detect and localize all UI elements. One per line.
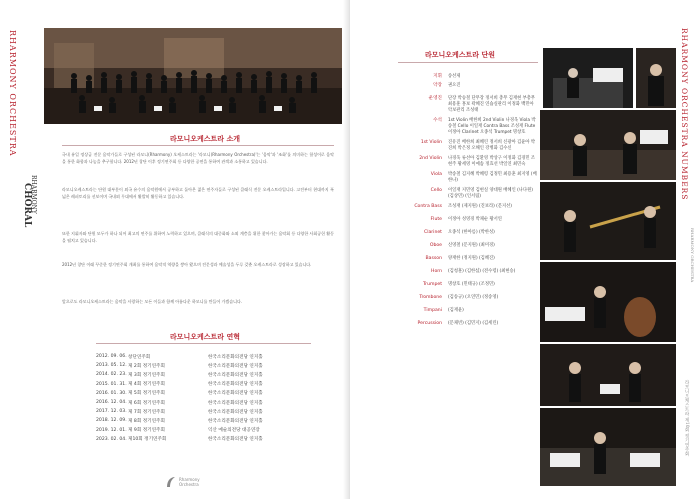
history-event: 제 8회 정기연주회: [128, 418, 165, 424]
intro-heading: 라모니오케스트라 소개: [169, 135, 241, 143]
history-venue: 한국소리문화의전당 연지홀: [208, 437, 263, 443]
history-row: [96, 407, 311, 416]
member-section: Flute: [430, 217, 442, 222]
history-row: [96, 380, 311, 389]
history-date: 2014. 02. 23.: [96, 372, 127, 378]
member-row: [398, 188, 538, 200]
history-event: 제 2회 정기연주회: [128, 363, 165, 369]
history-date: 2013. 05. 12.: [96, 363, 127, 369]
member-section: Cello: [430, 188, 442, 193]
history-date: 2017. 12. 03.: [96, 409, 127, 415]
member-section: Timpani: [423, 308, 442, 313]
brand-logo-2: [22, 183, 32, 227]
history-event: 제 4회 정기연주회: [128, 382, 165, 388]
member-names: 신영철 (문지원) (최미경): [448, 243, 495, 248]
member-section: Viola: [430, 172, 442, 177]
member-section: Contra Bass: [414, 204, 442, 209]
member-row: [398, 295, 538, 304]
member-section: 수석: [433, 118, 442, 123]
intro-paragraph-3: 또한 지휘자와 단원 모두가 하나 되어 최고의 연주를 위하여 노력하고 있으며, 클래식의 대중화와 소외 계층을 위한 찾아가는 음악회 등 다양한 사회공헌 활동을 펼치고 있습니다.: [62, 231, 334, 243]
history-event: 제 5회 정기연주회: [128, 391, 165, 397]
brand-line1: RHARMONY: [30, 175, 37, 214]
performance-photo-6-graphic: [540, 344, 676, 406]
intro-paragraph-4: 2012년 창단 이래 꾸준한 정기연주회 개최를 통하여 음악적 역량을 쌓아 왔으며 전문성과 예술성을 두루 갖춘 오케스트라로 성장하고 있습니다.: [62, 262, 312, 267]
member-names: 오종석 (한아름) (박한성): [448, 230, 495, 235]
history-event: 제 7회 정기연주회: [128, 409, 165, 415]
history-date: 2015. 01. 31.: [96, 381, 127, 387]
member-section: Basson: [425, 256, 442, 261]
member-row: [398, 172, 538, 184]
member-section: 지휘: [433, 74, 442, 79]
member-section: 운영진: [428, 96, 442, 101]
orchestra-photo-graphic: [44, 28, 342, 124]
intro-paragraph-2: 라모니오케스트라는 단원 대부분이 외국 유수의 음악원에서 공부하고 돌아온 젊은 연주자들로 구성된 클래식 전문 오케스트라입니다. 고전부터 현대까지 폭넓은 레퍼토리를 선보이며 국내외 무대에서 활발히 활동하고 있습니다.: [62, 187, 334, 199]
orchestra-group-photo: [44, 28, 342, 124]
members-heading-rule: [398, 62, 538, 63]
history-venue: 한국소리문화의전당 연지홀: [208, 409, 263, 415]
member-section: Trumpet: [423, 282, 442, 287]
performance-photo-7: [540, 408, 676, 486]
member-section: Percussion: [417, 321, 442, 326]
performance-photo-1: [543, 48, 633, 108]
member-names: (문채빈) (김민지) (김세린): [448, 321, 499, 326]
history-row: [96, 426, 311, 435]
performance-photo-4: [540, 182, 676, 260]
member-row: [398, 321, 538, 330]
right-spine-title: RHARMONY ORCHESTRA NUMBERS: [680, 28, 689, 201]
history-row: [96, 370, 311, 379]
member-names: 조성재 (제지원) (진보라) (문지선): [448, 204, 512, 209]
history-event: 제10회 정기연주회: [128, 437, 167, 443]
history-row: [96, 416, 311, 425]
history-row: [96, 352, 311, 361]
member-names: 양재한 (정지원) (김혜진): [448, 256, 495, 261]
member-names: 단장 박승철 단무장 정서희 총무 김재현 부총무 최용훈 홍보 곽혜진 연습실관리 이정화 백민아 악보관리 조성태: [448, 96, 536, 113]
member-row: [398, 204, 538, 213]
member-section: Horn: [431, 269, 442, 274]
member-section: 악장: [433, 83, 442, 88]
intro-paragraph-5: 앞으로도 라모니오케스트라는 음악을 사랑하는 모든 이들과 함께 아름다운 하모니를 만들어 가겠습니다.: [62, 299, 243, 304]
history-venue: 한국소리문화의전당 연지홀: [208, 391, 263, 397]
footer-logo: [165, 475, 235, 489]
performance-photo-6: [540, 344, 676, 406]
members-heading: 라모니오케스트라 단원: [424, 51, 496, 59]
member-section: 1st Violin: [420, 140, 442, 145]
member-row: [398, 256, 538, 265]
rharmony-logo-icon: [165, 476, 177, 488]
history-row: [96, 389, 311, 398]
history-event: 제 9회 정기연주회: [128, 428, 165, 434]
member-section: Trombone: [419, 295, 442, 300]
member-section: Clarinet: [423, 230, 442, 235]
history-event: 제 3회 정기연주회: [128, 372, 165, 378]
member-row: [398, 230, 538, 239]
history-venue: 한국소리문화의전당 연지홀: [208, 418, 263, 424]
history-row: [96, 361, 311, 370]
performance-photo-5: [540, 262, 676, 342]
member-row: [398, 243, 538, 252]
performance-photo-7-graphic: [540, 408, 676, 486]
history-heading: 라모니오케스트라 연혁: [169, 333, 241, 341]
member-row: [398, 96, 538, 114]
member-names: 1st Violin 배한희 2nd Violin 나경욱 Viola 박송철 Cello 이일재 Contra Bass 조성재 Flute 이정아 Clarinet 오종석 Trumpet 명창호: [448, 118, 536, 135]
history-venue: 한국소리문화의전당 연지홀: [208, 382, 263, 388]
member-names: 이정아 성영경 박채순 황서연: [448, 217, 502, 222]
history-list: [96, 352, 311, 444]
history-event: 창단연주회: [128, 354, 151, 360]
history-venue: 한국소리문화의전당 연지홀: [208, 354, 263, 360]
history-date: 2023. 02. 04.: [96, 436, 127, 442]
performance-photo-4-graphic: [540, 182, 676, 260]
member-row: [398, 156, 538, 168]
history-row: [96, 435, 311, 444]
performance-photo-2-graphic: [636, 48, 676, 108]
member-names: 이일재 지민영 김현실 양대원 배혜인 (나다원) (김상민) (인서림): [448, 188, 533, 199]
history-date: 2016. 01. 30.: [96, 390, 127, 396]
member-row: [398, 74, 538, 83]
member-names: 나경욱 류선아 김환영 박상구 이정화 김경민 조현주 황세영 이예솜 정효선 박일연 최민숙: [448, 156, 536, 167]
performance-photo-3: [540, 110, 676, 180]
member-names: 송선제: [448, 74, 461, 79]
member-section: 2nd Violin: [419, 156, 442, 161]
history-date: 2019. 12. 01.: [96, 427, 127, 433]
member-row: [398, 118, 538, 136]
members-list: [398, 74, 538, 330]
history-event: 제 6회 정기연주회: [128, 400, 165, 406]
history-row: [96, 398, 311, 407]
member-names: 권요진: [448, 83, 461, 88]
member-row: [398, 308, 538, 317]
history-venue: 한국소리문화의전당 연지홀: [208, 400, 263, 406]
history-venue: 한국소리문화의전당 연지홀: [208, 363, 263, 369]
performance-photo-5-graphic: [540, 262, 676, 342]
history-venue: 익산 예술의전당 대공연장: [208, 428, 260, 434]
history-date: 2018. 12. 09.: [96, 418, 127, 424]
vertical-caption: 라모니오케스트라 제10회 정기연주회: [684, 380, 689, 457]
member-row: [398, 217, 538, 226]
member-names: 진유진 배한희 최혜린 정서희 신광아 김윤아 박진희 박은정 오해인 강병화 김수신: [448, 140, 536, 151]
intro-paragraph-1: 국내 유일 정상급 전문 음악가들로 구성된 라모니(Rharmony) 오케스트라는 '라모니(Rharmony Orchestra)'는 '음악'과 '조화'를 의미하는 합성어로 음악을 통한 화합과 나눔을 추구합니다. 2012년 창단 이후 정기연주회 등 다양한 공연을 통하여 관객과 소통하고 있습니다.: [62, 152, 334, 164]
performance-photo-2: [636, 48, 676, 108]
member-names: (김송규) (오연민) (정송영): [448, 295, 499, 300]
member-names: (김청훈) (김한섭) (전수령) (최현승): [448, 269, 516, 274]
member-row: [398, 269, 538, 278]
member-row: [398, 83, 538, 92]
right-spine-subtitle: RHARMONY ORCHESTRA: [690, 228, 695, 283]
member-row: [398, 140, 538, 152]
history-heading-rule: [96, 343, 311, 344]
footer-logo-text: Rharmony Orchestra: [179, 477, 200, 487]
member-names: 박송철 김지혜 박혜령 김정민 최용훈 최지영 (배한나): [448, 172, 537, 183]
brand-line2: CHORAL: [22, 183, 32, 228]
history-date: 2012. 09. 06.: [96, 354, 127, 360]
intro-heading-rule: [62, 145, 334, 146]
left-spine-title: RHARMONY ORCHESTRA: [8, 30, 17, 157]
member-section: Oboe: [429, 243, 442, 248]
right-page: [350, 0, 700, 499]
member-row: [398, 282, 538, 291]
performance-photo-3-graphic: [540, 110, 676, 180]
history-date: 2016. 12. 04.: [96, 400, 127, 406]
member-names: (김재윤): [448, 308, 464, 313]
performance-photo-1-graphic: [543, 48, 633, 108]
history-venue: 한국소리문화의전당 연지홀: [208, 372, 263, 378]
member-names: 명창호 (민태규) (조정민): [448, 282, 495, 287]
